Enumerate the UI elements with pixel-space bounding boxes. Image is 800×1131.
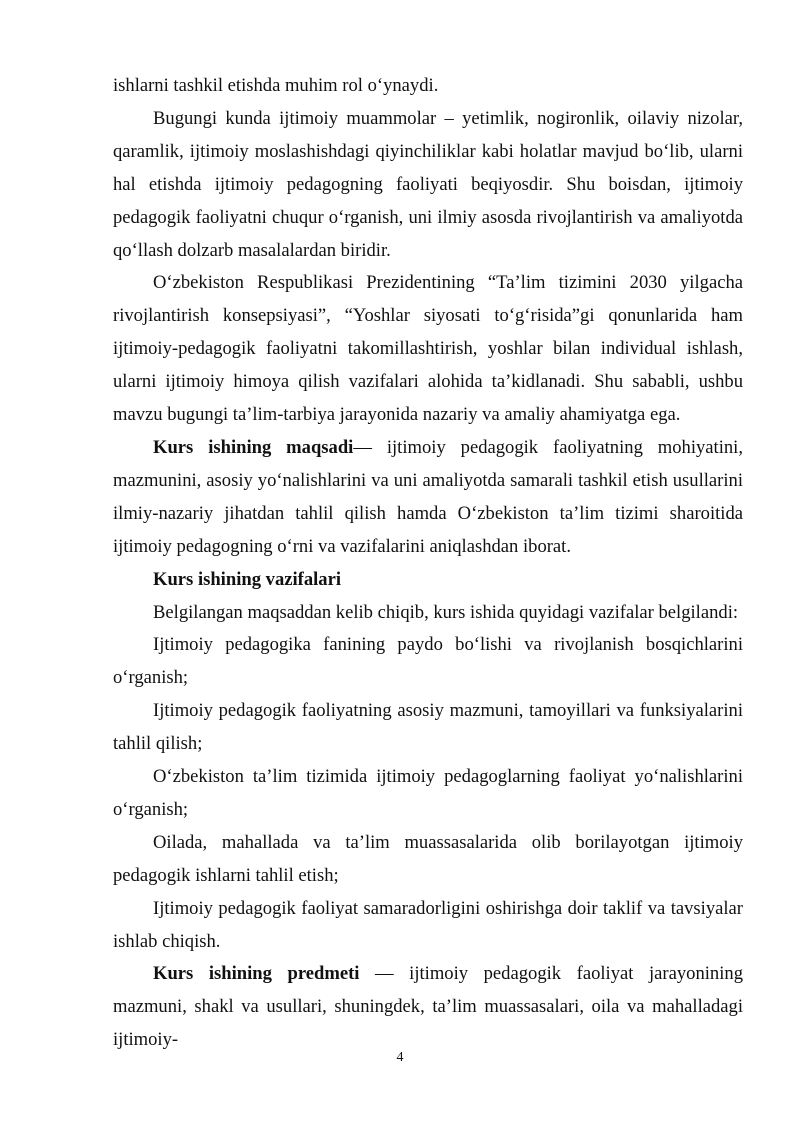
- paragraph-course-subject: [113, 958, 743, 1057]
- paragraph-text: O‘zbekiston ta’lim tizimida ijtimoiy pedagoglarning faoliyat yo‘nalishlarini o‘rganish;: [113, 766, 743, 820]
- page-number: 4: [396, 1050, 404, 1065]
- paragraph-text: Ijtimoiy pedagogika fanining paydo bo‘lishi va rivojlanish bosqichlarini o‘rganish;: [113, 634, 743, 689]
- paragraph-text: — ijtimoiy pedagogik faoliyatning mohiyatini, mazmunini, asosiy yo‘nalishlarini va uni amaliyotda samarali tashkil etish usullarini ilmiy-nazariy jihatdan tahlil qilish hamda O‘zbekiston ta’lim tizimi sharoitida ijtimoiy pedagogning o‘rni va vazifalarini aniqlashdan iborat.: [113, 436, 743, 557]
- course-subject-heading: Kurs ishining predmeti: [153, 963, 360, 985]
- paragraph-text: Oilada, mahallada va ta’lim muassasalarida olib borilayotgan ijtimoiy pedagogik ishlarni tahlil etish;: [113, 831, 743, 886]
- course-tasks-heading: Kurs ishining vazifalari: [153, 568, 342, 590]
- paragraph-text: — ijtimoiy pedagogik faoliyat jarayonining mazmuni, shakl va usullari, shuningdek, ta’lim muassasalari, oila va mahalladagi ijtimoiy-: [113, 963, 743, 1051]
- paragraph-text: Ijtimoiy pedagogik faoliyat samaradorligini oshirishga doir taklif va tavsiyalar ishlab chiqish.: [113, 897, 743, 952]
- paragraph-presidential-concept: [113, 267, 743, 432]
- task-item-1: [113, 629, 743, 695]
- task-item-5: [113, 893, 743, 959]
- task-item-2: [113, 695, 743, 761]
- paragraph-text: O‘zbekiston Respublikasi Prezidentining “Ta’lim tizimini 2030 yilgacha rivojlantirish konsepsiyasi”, “Yoshlar siyosati to‘g‘risida”gi qonunlarida ham ijtimoiy-pedagogik faoliyatni takomillashtirish, yoshlar bilan individual ishlash, ularni ijtimoiy himoya qilish vazifalari alohida ta’kidlanadi. Shu sababli, ushbu mavzu bugungi ta’lim-tarbiya jarayonida nazariy va amaliy ahamiyatga ega.: [113, 272, 743, 426]
- paragraph-continuation: [113, 70, 743, 103]
- document-page: [113, 70, 743, 1057]
- paragraph-course-goal: [113, 432, 743, 564]
- paragraph-text: ishlarni tashkil etishda muhim rol o‘ynaydi.: [113, 75, 439, 96]
- paragraph-course-tasks-heading: [113, 564, 743, 597]
- paragraph-social-problems: [113, 103, 743, 268]
- task-item-4: [113, 827, 743, 893]
- paragraph-text: Belgilangan maqsaddan kelib chiqib, kurs ishida quyidagi vazifalar belgilandi:: [153, 601, 739, 623]
- paragraph-text: Ijtimoiy pedagogik faoliyatning asosiy mazmuni, tamoyillari va funksiyalarini tahlil qilish;: [113, 700, 743, 755]
- paragraph-tasks-intro: [113, 597, 743, 630]
- course-goal-heading: Kurs ishining maqsadi: [153, 436, 354, 458]
- task-item-3: [113, 761, 743, 827]
- paragraph-text: Bugungi kunda ijtimoiy muammolar – yetimlik, nogironlik, oilaviy nizolar, qaramlik, ijtimoiy moslashishdagi qiyinchiliklar kabi holatlar mavjud bo‘lib, ularni hal etishda ijtimoiy pedagogning faoliyati beqiyosdir. Shu boisdan, ijtimoiy pedagogik faoliyatni chuqur o‘rganish, uni ilmiy asosda rivojlantirish va amaliyotda qo‘llash dolzarb masalalardan biridir.: [113, 107, 743, 261]
